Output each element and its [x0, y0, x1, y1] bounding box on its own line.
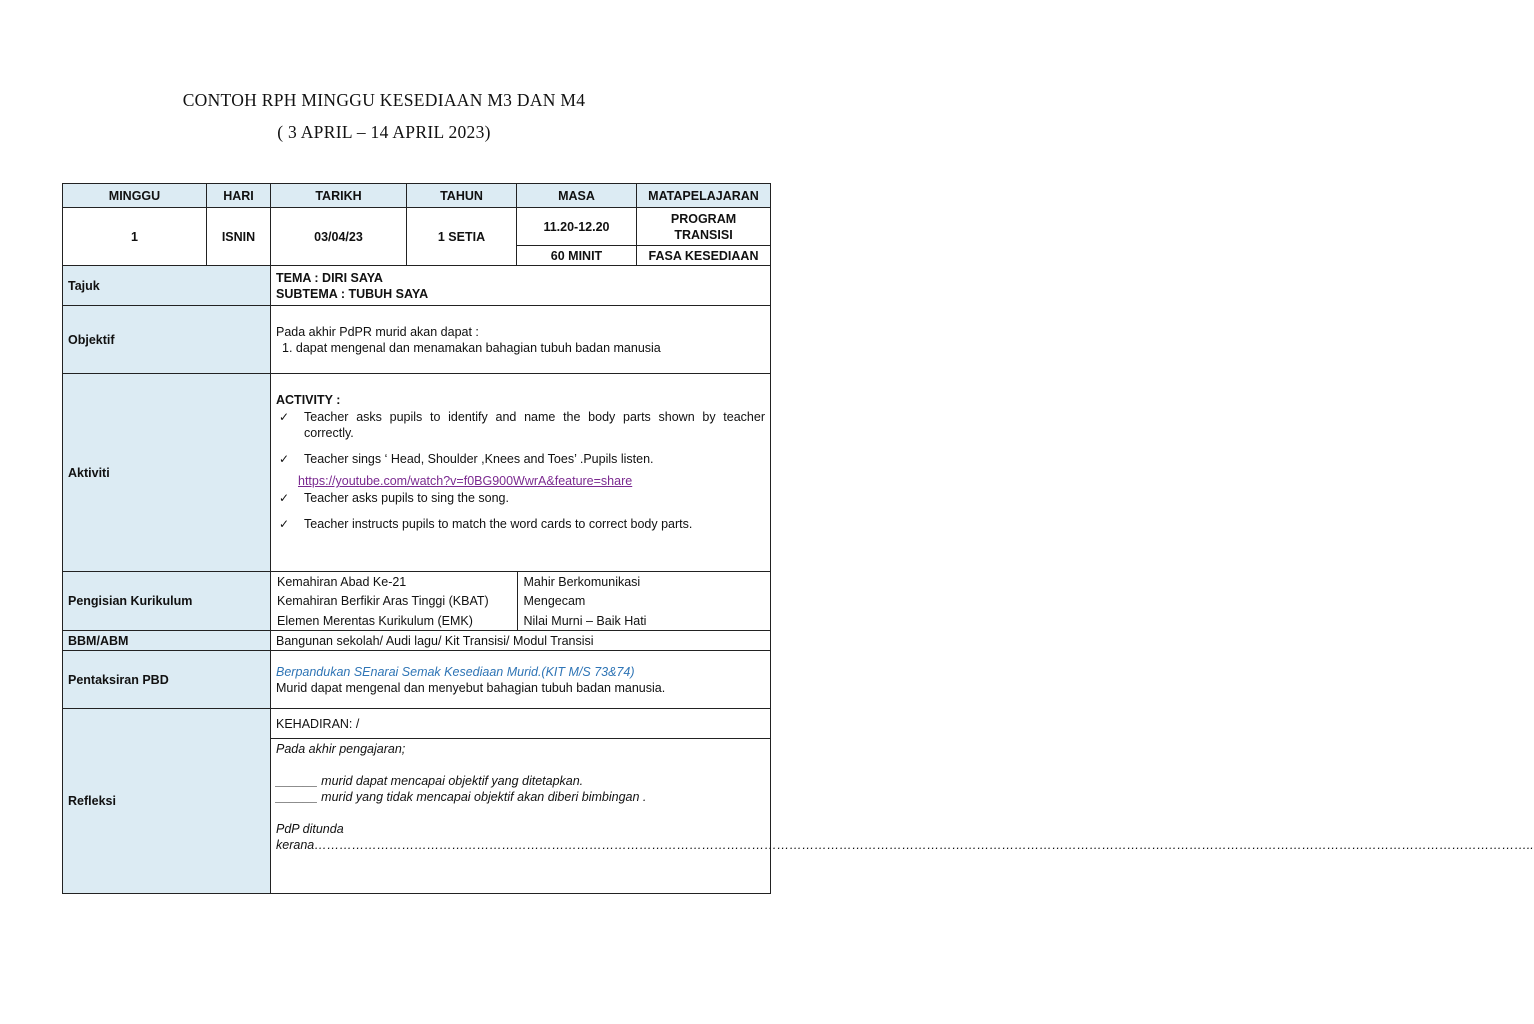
checkmark-icon: ✓	[279, 517, 290, 531]
objektif-label: Objektif	[63, 306, 271, 374]
hari-value: ISNIN	[207, 208, 271, 266]
tajuk-row	[63, 266, 771, 306]
checkmark-icon: ✓	[279, 410, 290, 424]
bbm-value: Bangunan sekolah/ Audi lagu/ Kit Transisi/ Modul Transisi	[271, 631, 771, 651]
document-title: CONTOH RPH MINGGU KESEDIAAN M3 DAN M4	[182, 90, 586, 110]
activity-item: ✓ Teacher sings ‘ Head, Shoulder ,Knees and Toes’ .Pupils listen.	[279, 452, 654, 466]
activity-heading: ACTIVITY :	[276, 393, 341, 407]
masa-duration-value: 60 MINIT	[517, 246, 637, 266]
subject-value: PROGRAM TRANSISI	[637, 208, 771, 246]
youtube-link[interactable]: https://youtube.com/watch?v=f0BG900WwrA&feature=share	[298, 474, 633, 488]
masa-time-value: 11.20-12.20	[517, 208, 637, 246]
tajuk-label: Tajuk	[63, 266, 271, 306]
aktiviti-row	[63, 374, 771, 572]
tahun-value: 1 SETIA	[407, 208, 517, 266]
header-masa: MASA	[517, 184, 637, 208]
activity-item: ✓ Teacher asks pupils to identify and name the body parts shown by teacher correctly.	[279, 410, 765, 440]
pengisian-table	[271, 572, 770, 630]
pentaksiran-label: Pentaksiran PBD	[63, 651, 271, 709]
phase-value: FASA KESEDIAAN	[637, 246, 771, 266]
activity-item: ✓ Teacher instructs pupils to match the word cards to correct body parts.	[279, 517, 693, 531]
pentaksiran-content	[271, 651, 771, 709]
refleksi-row-top	[63, 709, 771, 739]
refleksi-content	[271, 739, 1534, 894]
pengisian-cell: Elemen Merentas Kurikulum (EMK)	[277, 613, 473, 628]
header-tahun: TAHUN	[407, 184, 517, 208]
aktiviti-content	[271, 374, 771, 572]
pengisian-cell: Mahir Berkomunikasi	[517, 572, 770, 591]
header-matapelajaran: MATAPELAJARAN	[637, 184, 771, 208]
pengisian-content	[271, 572, 771, 631]
objektif-content	[271, 306, 771, 374]
pengisian-cell: Kemahiran Abad Ke-21	[277, 574, 407, 589]
refleksi-line: Pada akhir pengajaran;	[276, 742, 406, 756]
kehadiran-text: KEHADIRAN: /	[271, 709, 771, 739]
tarikh-value: 03/04/23	[271, 208, 407, 266]
pentaksiran-row	[63, 651, 771, 709]
checkmark-icon: ✓	[279, 491, 290, 505]
minggu-value: 1	[63, 208, 207, 266]
info-row-top	[63, 208, 771, 246]
tema-text: TEMA : DIRI SAYA	[276, 270, 383, 285]
refleksi-line: kerana…………………………………………………………………………………………………………………………………………………………………………………………………………………………………………………………………..	[276, 838, 1534, 852]
pengisian-label: Pengisian Kurikulum	[63, 572, 271, 631]
refleksi-line: ______ murid dapat mencapai objektif yang ditetapkan.	[276, 774, 584, 788]
objektif-item: 1. dapat mengenal dan menamakan bahagian tubuh badan manusia	[282, 340, 661, 355]
tajuk-content	[271, 266, 771, 306]
pengisian-cell: Mengecam	[517, 591, 770, 611]
activity-item: ✓ Teacher asks pupils to sing the song.	[279, 491, 509, 505]
pengisian-row	[63, 572, 771, 631]
header-hari: HARI	[207, 184, 271, 208]
pengisian-cell: Nilai Murni – Baik Hati	[517, 611, 770, 630]
refleksi-line: PdP ditunda	[276, 822, 344, 836]
bbm-label: BBM/ABM	[63, 631, 271, 651]
header-minggu: MINGGU	[63, 184, 207, 208]
objektif-row	[63, 306, 771, 374]
pentaksiran-guide: Berpandukan SEnarai Semak Kesediaan Murid.(KIT M/S 73&74)	[276, 664, 635, 679]
header-tarikh: TARIKH	[271, 184, 407, 208]
header-row	[63, 184, 771, 208]
refleksi-line: ______ murid yang tidak mencapai objektif akan diberi bimbingan .	[276, 790, 647, 804]
aktiviti-label: Aktiviti	[63, 374, 271, 572]
objektif-intro: Pada akhir PdPR murid akan dapat :	[276, 324, 479, 339]
pentaksiran-text: Murid dapat mengenal dan menyebut bahagian tubuh badan manusia.	[276, 680, 666, 695]
document-date-range: ( 3 APRIL – 14 APRIL 2023)	[277, 122, 491, 142]
subtema-text: SUBTEMA : TUBUH SAYA	[276, 286, 429, 301]
lesson-plan-table	[62, 183, 1534, 894]
refleksi-label: Refleksi	[63, 709, 271, 894]
bbm-row	[63, 631, 771, 651]
pengisian-cell: Kemahiran Berfikir Aras Tinggi (KBAT)	[277, 594, 489, 608]
checkmark-icon: ✓	[279, 452, 290, 466]
